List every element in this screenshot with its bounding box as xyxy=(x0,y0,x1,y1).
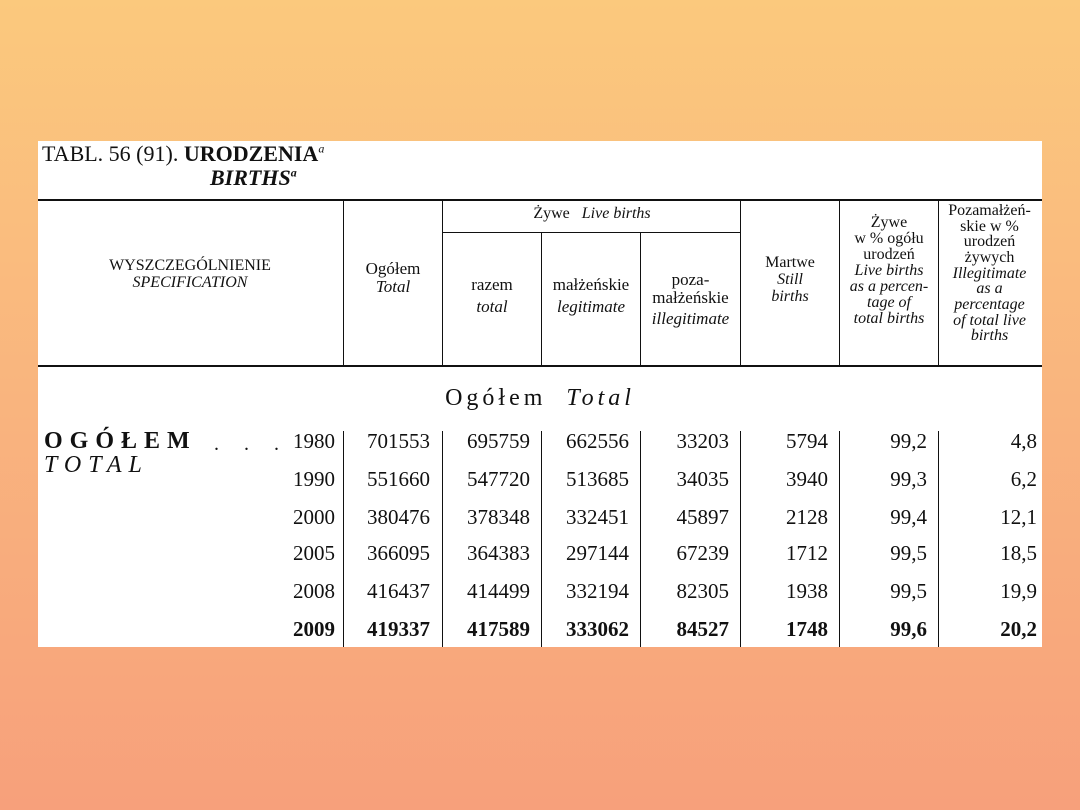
header-illegitimate-percentage xyxy=(939,203,1040,344)
legitimate-cell: 333062 xyxy=(566,617,629,641)
header-live-births-group xyxy=(443,206,741,223)
row-group-label-pl: OGÓŁEM xyxy=(44,428,197,454)
total-cell: 366095 xyxy=(367,541,430,565)
header-ill-en-1: Illegitimate xyxy=(952,264,1027,282)
title-english xyxy=(210,165,297,191)
live-births-cell: 417589 xyxy=(467,617,530,641)
table-row xyxy=(38,467,1042,503)
table-number: TABL. 56 (91). xyxy=(42,141,179,166)
illegitimate-percentage-cell: 19,9 xyxy=(1000,579,1037,603)
table-row xyxy=(38,579,1042,615)
live-births-cell: 364383 xyxy=(467,541,530,565)
header-live-total xyxy=(443,276,541,316)
year-cell: 2005 xyxy=(293,541,335,565)
header-total-en: Total xyxy=(375,276,411,296)
live-percentage-cell: 99,5 xyxy=(890,541,927,565)
header-illeg-pl-1: poza- xyxy=(671,270,710,289)
live-percentage-cell: 99,4 xyxy=(890,505,927,529)
header-specification xyxy=(38,258,342,292)
total-cell: 416437 xyxy=(367,579,430,603)
table-row xyxy=(38,429,1042,465)
illegitimate-percentage-cell: 18,5 xyxy=(1000,541,1037,565)
header-still-births xyxy=(741,255,839,305)
header-ill-pl-3: urodzeń xyxy=(963,233,1016,251)
live-births-cell: 414499 xyxy=(467,579,530,603)
header-pct-pl-2: w % ogółu xyxy=(854,230,924,247)
legitimate-cell: 332451 xyxy=(566,505,629,529)
header-illeg-pl-2: małżeńskie xyxy=(652,287,729,307)
header-illeg-en: illegitimate xyxy=(651,308,730,328)
section-title-en: Total xyxy=(566,385,635,411)
live-percentage-cell: 99,5 xyxy=(890,579,927,603)
total-cell: 419337 xyxy=(367,617,430,641)
header-still-en-2: births xyxy=(771,287,809,305)
table-document xyxy=(38,141,1042,647)
legitimate-cell: 513685 xyxy=(566,467,629,491)
still-births-cell: 5794 xyxy=(786,429,828,453)
year-cell: 2008 xyxy=(293,579,335,603)
header-ill-en-2: as a xyxy=(976,280,1003,298)
header-total xyxy=(344,260,442,296)
year-cell: 2009 xyxy=(293,617,335,641)
illegitimate-cell: 84527 xyxy=(676,617,729,641)
total-cell: 380476 xyxy=(367,505,430,529)
header-legit-en: legitimate xyxy=(557,296,625,316)
title-footnote-mark: a xyxy=(318,141,325,156)
live-births-cell: 547720 xyxy=(467,467,530,491)
total-cell: 551660 xyxy=(367,467,430,491)
section-title xyxy=(38,385,1042,412)
year-cell: 1990 xyxy=(293,467,335,491)
header-live-group-en: Live births xyxy=(581,205,651,222)
still-births-cell: 3940 xyxy=(786,467,828,491)
legitimate-cell: 332194 xyxy=(566,579,629,603)
illegitimate-cell: 45897 xyxy=(676,505,729,529)
title-english-footnote-mark: a xyxy=(290,165,297,180)
illegitimate-cell: 33203 xyxy=(676,429,729,453)
table-row xyxy=(38,505,1042,541)
header-razem-pl: razem xyxy=(471,275,513,294)
row-leader-dots: . . . xyxy=(214,433,289,455)
header-ill-en-3: percentage xyxy=(954,296,1025,314)
header-ill-pl-1: Pozamałżeń- xyxy=(948,202,1031,219)
header-still-en-1: Still xyxy=(777,270,803,288)
illegitimate-percentage-cell: 12,1 xyxy=(1000,505,1037,529)
still-births-cell: 1938 xyxy=(786,579,828,603)
header-top-rule xyxy=(38,199,1042,201)
header-legit-pl: małżeńskie xyxy=(552,275,630,294)
header-razem-en: total xyxy=(476,296,508,316)
header-ill-en-4: of total live xyxy=(953,311,1026,329)
header-spec-pl: WYSZCZEGÓLNIENIE xyxy=(109,257,271,274)
header-bottom-rule xyxy=(38,365,1042,367)
header-still-pl: Martwe xyxy=(765,254,815,271)
header-pct-pl-3: urodzeń xyxy=(863,246,915,263)
table-row xyxy=(38,617,1042,653)
header-live-percentage xyxy=(840,215,938,327)
still-births-cell: 2128 xyxy=(786,505,828,529)
live-percentage-cell: 99,6 xyxy=(890,617,927,641)
header-legitimate xyxy=(542,276,640,316)
still-births-cell: 1748 xyxy=(786,617,828,641)
illegitimate-percentage-cell: 20,2 xyxy=(1000,617,1037,641)
section-title-pl: Ogółem xyxy=(445,385,547,411)
total-cell: 701553 xyxy=(367,429,430,453)
live-percentage-cell: 99,2 xyxy=(890,429,927,453)
title-english-text: BIRTHS xyxy=(210,165,291,190)
row-group-label-en: TOTAL xyxy=(44,452,149,478)
header-total-pl: Ogółem xyxy=(365,259,421,278)
legitimate-cell: 662556 xyxy=(566,429,629,453)
still-births-cell: 1712 xyxy=(786,541,828,565)
live-births-subrule xyxy=(443,232,741,233)
header-pct-en-1: Live births xyxy=(854,262,924,279)
illegitimate-cell: 34035 xyxy=(676,467,729,491)
table-row xyxy=(38,541,1042,577)
year-cell: 2000 xyxy=(293,505,335,529)
live-births-cell: 695759 xyxy=(467,429,530,453)
illegitimate-percentage-cell: 4,8 xyxy=(1010,429,1037,453)
header-pct-en-3: tage of xyxy=(867,294,911,311)
header-pct-en-4: total births xyxy=(853,310,925,327)
header-live-group-pl: Żywe xyxy=(533,205,570,222)
legitimate-cell: 297144 xyxy=(566,541,629,565)
header-ill-en-5: births xyxy=(970,327,1009,345)
year-cell: 1980 xyxy=(293,429,335,453)
header-pct-en-2: as a percen- xyxy=(849,278,929,295)
header-ill-pl-2: skie w % xyxy=(960,217,1019,235)
illegitimate-percentage-cell: 6,2 xyxy=(1010,467,1037,491)
illegitimate-cell: 67239 xyxy=(676,541,729,565)
live-births-cell: 378348 xyxy=(467,505,530,529)
header-illegitimate xyxy=(641,271,740,328)
title-polish: URODZENIA xyxy=(183,141,319,166)
live-percentage-cell: 99,3 xyxy=(890,467,927,491)
illegitimate-cell: 82305 xyxy=(676,579,729,603)
header-spec-en: SPECIFICATION xyxy=(132,273,248,291)
header-pct-pl-1: Żywe xyxy=(870,214,908,231)
table-title xyxy=(42,141,324,167)
header-ill-pl-4: żywych xyxy=(964,249,1015,267)
